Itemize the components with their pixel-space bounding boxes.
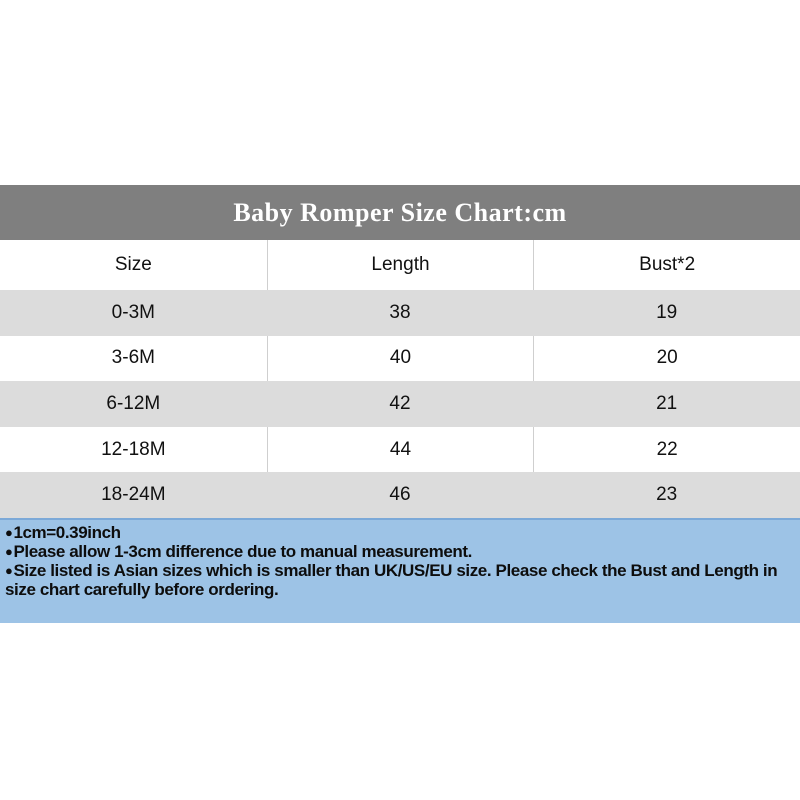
note-text: Please allow 1-3cm difference due to manual measurement.: [13, 541, 472, 561]
bullet-icon: ●: [5, 562, 13, 578]
length-cell: 46: [389, 484, 411, 506]
chart-title-bar: [0, 185, 800, 240]
bullet-icon: ●: [5, 524, 13, 540]
bust-cell: 23: [656, 484, 678, 506]
size-cell: 6-12M: [106, 392, 161, 414]
bust-cell: 19: [656, 301, 678, 323]
length-cell: 38: [389, 301, 411, 323]
table-row: [0, 336, 800, 382]
table-header-row: [0, 240, 800, 290]
bust-cell: 20: [533, 336, 800, 382]
size-chart-sheet: [0, 185, 800, 623]
notes-panel: [0, 518, 800, 623]
table-row: [0, 290, 800, 336]
column-header-size: Size: [114, 254, 152, 275]
size-cell: 12-18M: [101, 438, 166, 460]
bullet-icon: ●: [5, 543, 13, 559]
length-cell: 42: [389, 392, 411, 414]
note-text: 1cm=0.39inch: [13, 522, 121, 542]
note-text: Size listed is Asian sizes which is smaller than UK/US/EU size. Please check the Bust and Length in size chart carefully before ordering.: [5, 560, 778, 599]
chart-title: Baby Romper Size Chart:cm: [233, 197, 567, 227]
bust-cell: 21: [656, 392, 678, 414]
note-line: [5, 561, 796, 599]
table-row: [0, 381, 800, 427]
column-header-bust-2: Bust*2: [533, 240, 800, 290]
bust-cell: 22: [533, 427, 800, 473]
size-cell: 3-6M: [111, 347, 155, 369]
note-line: [5, 523, 796, 542]
table-body: [0, 290, 800, 518]
size-cell: 18-24M: [101, 484, 166, 506]
column-header-length: Length: [267, 240, 534, 290]
table-row: [0, 427, 800, 473]
table-row: [0, 472, 800, 518]
length-cell: 40: [267, 336, 534, 382]
length-cell: 44: [267, 427, 534, 473]
size-cell: 0-3M: [111, 301, 155, 323]
note-line: [5, 542, 796, 561]
